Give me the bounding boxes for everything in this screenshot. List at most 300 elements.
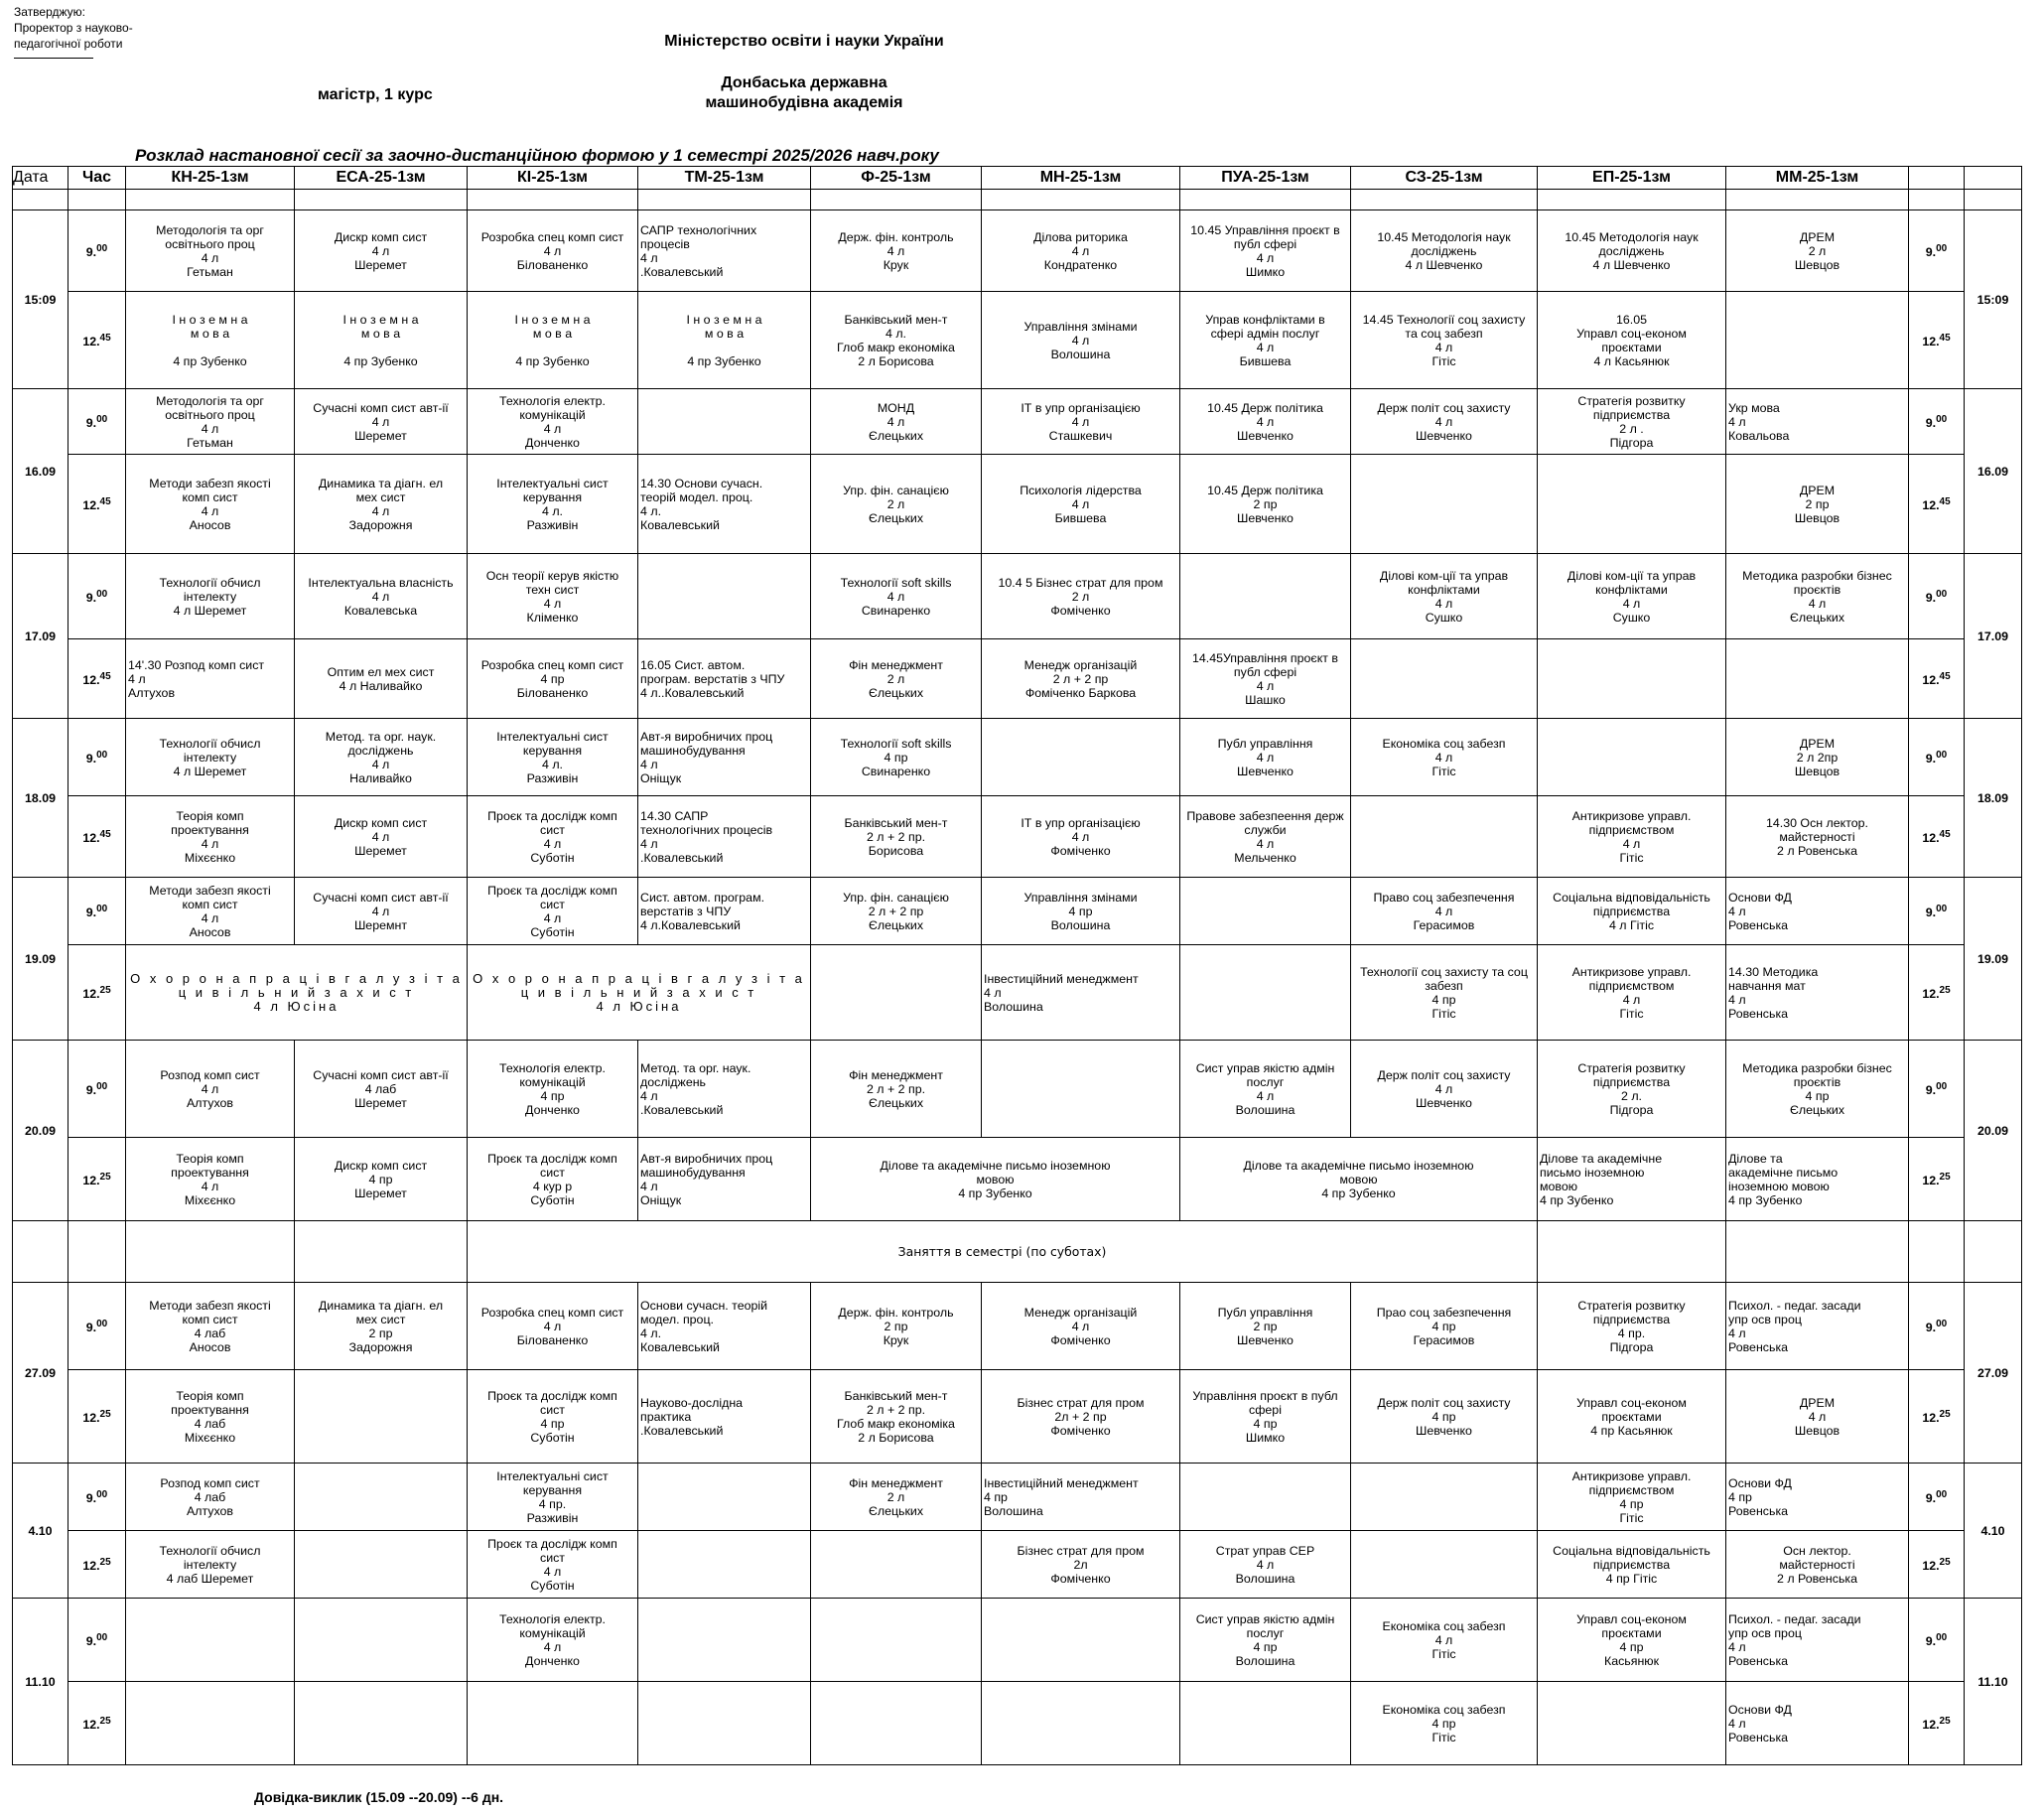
time-minutes: 00 bbox=[1936, 903, 1948, 914]
lesson-cell: 14'.30 Розпод комп сист 4 л Алтухов bbox=[126, 639, 295, 719]
lesson-cell: Упр. фін. санацією 2 л + 2 пр Єлецьких bbox=[811, 878, 982, 945]
schedule-row bbox=[13, 639, 2022, 719]
lesson-cell: Ділове та академічне письмо іноземною мовою 4 пр Зубенко bbox=[1726, 1138, 1909, 1221]
time-minutes: 25 bbox=[99, 1408, 111, 1420]
lesson-cell: 10.45 Методологія наук досліджень 4 л Шевченко bbox=[1351, 210, 1538, 292]
lesson-cell bbox=[811, 1682, 982, 1765]
date-header: Дата bbox=[13, 167, 68, 190]
lesson-cell bbox=[638, 1531, 811, 1599]
lesson-cell: Страт управ СЕР 4 л Волошина bbox=[1180, 1531, 1351, 1599]
group-header: ЕП-25-1зм bbox=[1538, 167, 1726, 190]
time-minutes: 25 bbox=[99, 1556, 111, 1568]
lesson-cell: ДРЕМ 2 л 2пр Шевцов bbox=[1726, 719, 1909, 796]
time-hour: 9. bbox=[1925, 752, 1937, 767]
time-hour: 9. bbox=[85, 1491, 97, 1506]
lesson-cell: Розробка спец комп сист 4 л Білованенко bbox=[468, 210, 638, 292]
time-minutes: 00 bbox=[96, 1318, 108, 1329]
lesson-cell: Метод. та орг. наук. досліджень 4 л .Ковалевський bbox=[638, 1041, 811, 1138]
date-cell: 11.10 bbox=[1965, 1599, 2022, 1765]
lesson-cell: Сучасні комп сист авт-ії 4 лаб Шеремет bbox=[295, 1041, 468, 1138]
blank-cell bbox=[1180, 190, 1351, 210]
lesson-cell: Психол. - педаг. засади упр осв проц 4 л Ровенська bbox=[1726, 1283, 1909, 1370]
lesson-cell: Стратегія розвитку підприємства 2 л. Підгора bbox=[1538, 1041, 1726, 1138]
time-minutes: 00 bbox=[1936, 242, 1948, 254]
time-cell bbox=[68, 1464, 126, 1531]
lesson-cell: Проєк та дослідж комп сист 4 кур р Суботін bbox=[468, 1138, 638, 1221]
lesson-cell: Бізнес страт для пром 2л + 2 пр Фоміченко bbox=[982, 1370, 1180, 1464]
lesson-cell: Основи ФД 4 пр Ровенська bbox=[1726, 1464, 1909, 1531]
time-cell bbox=[1909, 1370, 1965, 1464]
time-minutes: 25 bbox=[1939, 984, 1951, 996]
lesson-cell: ДРЕМ 4 л Шевцов bbox=[1726, 1370, 1909, 1464]
date-cell: 27.09 bbox=[13, 1283, 68, 1464]
time-hour: 9. bbox=[1925, 1634, 1937, 1649]
lesson-cell: Ділова риторика 4 л Кондратенко bbox=[982, 210, 1180, 292]
lesson-cell bbox=[638, 389, 811, 455]
schedule-row bbox=[13, 1464, 2022, 1531]
date-cell: 11.10 bbox=[13, 1599, 68, 1765]
time-hour: 12. bbox=[1922, 1718, 1940, 1733]
group-header: КН-25-1зм bbox=[126, 167, 295, 190]
lesson-cell: 16.05 Управл соц-економ проєктами 4 л Касьянюк bbox=[1538, 292, 1726, 389]
time-cell bbox=[1909, 639, 1965, 719]
lesson-cell: Технології соц захисту та соц забезп 4 пр Гітіс bbox=[1351, 945, 1538, 1041]
lesson-cell: Методологія та орг освітнього проц 4 л Гетьман bbox=[126, 210, 295, 292]
time-cell bbox=[1909, 292, 1965, 389]
time-hour: 12. bbox=[82, 673, 100, 688]
lesson-cell: Сучасні комп сист авт-ії 4 л Шеремнт bbox=[295, 878, 468, 945]
lesson-cell: САПР технологічних процесів 4 л .Ковалевський bbox=[638, 210, 811, 292]
course-label: магістр, 1 курс bbox=[318, 86, 433, 103]
lesson-cell: Психол. - педаг. засади упр осв проц 4 л Ровенська bbox=[1726, 1599, 1909, 1682]
lesson-cell: ДРЕМ 2 л Шевцов bbox=[1726, 210, 1909, 292]
time-cell bbox=[1909, 210, 1965, 292]
lesson-cell: О х о р о н а п р а ц і в г а л у з і т а ц и в і л ь н и й з а х и с т 4 л Юсіна bbox=[126, 945, 468, 1041]
header-row bbox=[13, 167, 2022, 190]
academy-line-2: машинобудівна академія bbox=[705, 94, 903, 111]
lesson-cell bbox=[295, 1464, 468, 1531]
lesson-cell bbox=[638, 554, 811, 639]
time-minutes: 45 bbox=[1939, 670, 1951, 682]
schedule-row bbox=[13, 1370, 2022, 1464]
lesson-cell: Осн теорії керув якістю техн сист 4 л Кліменко bbox=[468, 554, 638, 639]
time-hour: 12. bbox=[1922, 673, 1940, 688]
lesson-cell bbox=[638, 1682, 811, 1765]
time-cell bbox=[68, 292, 126, 389]
academy-name bbox=[0, 73, 1608, 113]
lesson-cell: Ділове та академічне письмо іноземною мовою 4 пр Зубенко bbox=[1180, 1138, 1538, 1221]
lesson-cell: Методи забезп якості комп сист 4 л Аносов bbox=[126, 878, 295, 945]
lesson-cell bbox=[1538, 639, 1726, 719]
schedule-row bbox=[13, 210, 2022, 292]
time-minutes: 25 bbox=[99, 1171, 111, 1183]
lesson-cell bbox=[295, 1531, 468, 1599]
lesson-cell: Стратегія розвитку підприємства 4 пр. Підгора bbox=[1538, 1283, 1726, 1370]
lesson-cell: Держ політ соц захисту 4 л Шевченко bbox=[1351, 1041, 1538, 1138]
date-cell: 27.09 bbox=[1965, 1283, 2022, 1464]
lesson-cell bbox=[295, 1682, 468, 1765]
lesson-cell: Антикризове управл. підприємством 4 пр Гітіс bbox=[1538, 1464, 1726, 1531]
schedule-title: Розклад настановної сесії за заочно-дистанційною формою у 1 семестрі 2025/2026 навч.року bbox=[135, 146, 939, 165]
blank-cell bbox=[1538, 190, 1726, 210]
date-cell: 20.09 bbox=[1965, 1041, 2022, 1221]
lesson-cell: Розпод комп сист 4 лаб Алтухов bbox=[126, 1464, 295, 1531]
time-hour: 12. bbox=[1922, 831, 1940, 846]
lesson-cell: Основи сучасн. теорій модел. проц. 4 л. Ковалевський bbox=[638, 1283, 811, 1370]
lesson-cell: Інвестиційний менеджмент 4 л Волошина bbox=[982, 945, 1180, 1041]
time-cell bbox=[68, 389, 126, 455]
lesson-cell: І н о з е м н а м о в а 4 пр Зубенко bbox=[468, 292, 638, 389]
lesson-cell: Упр. фін. санацією 2 л Єлецьких bbox=[811, 455, 982, 554]
date-cell: 15:09 bbox=[1965, 210, 2022, 389]
time-cell bbox=[1909, 719, 1965, 796]
time-hour: 12. bbox=[1922, 498, 1940, 513]
blank-cell bbox=[295, 190, 468, 210]
time-hour: 9. bbox=[1925, 416, 1937, 431]
date-cell: 17.09 bbox=[1965, 554, 2022, 719]
time-minutes: 25 bbox=[99, 1715, 111, 1727]
group-header: ТМ-25-1зм bbox=[638, 167, 811, 190]
lesson-cell: Фін менеджмент 2 л Єлецьких bbox=[811, 1464, 982, 1531]
lesson-cell: Теорія комп проектування 4 лаб Міхєєнко bbox=[126, 1370, 295, 1464]
time-cell bbox=[1909, 1041, 1965, 1138]
lesson-cell: Сист управ якістю адмін послуг 4 пр Волошина bbox=[1180, 1599, 1351, 1682]
lesson-cell: Держ політ соц захисту 4 пр Шевченко bbox=[1351, 1370, 1538, 1464]
blank-cell bbox=[1965, 1221, 2022, 1283]
lesson-cell bbox=[1180, 1682, 1351, 1765]
lesson-cell: Управл соц-економ проєктами 4 пр Касьянюк bbox=[1538, 1370, 1726, 1464]
date-cell: 17.09 bbox=[13, 554, 68, 719]
lesson-cell bbox=[1351, 796, 1538, 878]
lesson-cell: Держ політ соц захисту 4 л Шевченко bbox=[1351, 389, 1538, 455]
lesson-cell: Держ. фін. контроль 2 пр Крук bbox=[811, 1283, 982, 1370]
time-minutes: 00 bbox=[96, 1488, 108, 1500]
semester-note: Заняття в семестрі (по суботах) bbox=[468, 1221, 1538, 1283]
group-header: ПУА-25-1зм bbox=[1180, 167, 1351, 190]
time-hour: 12. bbox=[1922, 1559, 1940, 1574]
time-cell bbox=[68, 1041, 126, 1138]
lesson-cell: Технології обчисл інтелекту 4 л Шеремет bbox=[126, 554, 295, 639]
time-hour: 9. bbox=[85, 1083, 97, 1098]
lesson-cell: МОНД 4 л Єлецьких bbox=[811, 389, 982, 455]
lesson-cell bbox=[1726, 639, 1909, 719]
time-cell bbox=[1909, 1138, 1965, 1221]
lesson-cell: Проєк та дослідж комп сист 4 л Суботін bbox=[468, 878, 638, 945]
blank-cell bbox=[13, 1221, 68, 1283]
lesson-cell: Публ управління 2 пр Шевченко bbox=[1180, 1283, 1351, 1370]
time-cell bbox=[68, 719, 126, 796]
blank-cell bbox=[126, 190, 295, 210]
date-cell: 15:09 bbox=[13, 210, 68, 389]
time-cell bbox=[1909, 878, 1965, 945]
lesson-cell: Банківський мен-т 2 л + 2 пр. Глоб макр економіка 2 л Борисова bbox=[811, 1370, 982, 1464]
lesson-cell: Сист управ якістю адмін послуг 4 л Волошина bbox=[1180, 1041, 1351, 1138]
lesson-cell: 14.30 Основи сучасн. теорій модел. проц. 4 л. Ковалевський bbox=[638, 455, 811, 554]
blank-cell bbox=[1538, 1221, 1726, 1283]
lesson-cell bbox=[1351, 1531, 1538, 1599]
time-cell bbox=[1909, 1464, 1965, 1531]
schedule-row bbox=[13, 1682, 2022, 1765]
lesson-cell: 10.45 Держ політика 2 пр Шевченко bbox=[1180, 455, 1351, 554]
lesson-cell bbox=[126, 1599, 295, 1682]
time-minutes: 45 bbox=[1939, 495, 1951, 507]
schedule-row bbox=[13, 455, 2022, 554]
blank-cell bbox=[1726, 1221, 1909, 1283]
lesson-cell: Інтелектуальна власність 4 л Ковалевська bbox=[295, 554, 468, 639]
time-minutes: 00 bbox=[96, 1080, 108, 1092]
time-minutes: 00 bbox=[1936, 1318, 1948, 1329]
lesson-cell bbox=[982, 719, 1180, 796]
lesson-cell: І н о з е м н а м о в а 4 пр Зубенко bbox=[638, 292, 811, 389]
lesson-cell: Ділове та академічне письмо іноземною мовою 4 пр Зубенко bbox=[1538, 1138, 1726, 1221]
footer-note: Довідка-виклик (15.09 --20.09) --6 дн. bbox=[254, 1789, 504, 1805]
time-minutes: 00 bbox=[96, 903, 108, 914]
lesson-cell: 10.4 5 Бізнес страт для пром 2 л Фоміченко bbox=[982, 554, 1180, 639]
time-hour: 12. bbox=[1922, 335, 1940, 349]
lesson-cell: Методи забезп якості комп сист 4 лаб Аносов bbox=[126, 1283, 295, 1370]
lesson-cell: 14.45 Технології соц захисту та соц забезп 4 л Гітіс bbox=[1351, 292, 1538, 389]
lesson-cell: Економіка соц забезп 4 л Гітіс bbox=[1351, 1599, 1538, 1682]
time-cell bbox=[68, 1531, 126, 1599]
blank-cell bbox=[68, 190, 126, 210]
lesson-cell: 10.45 Методологія наук досліджень 4 л Шевченко bbox=[1538, 210, 1726, 292]
blank-cell bbox=[126, 1221, 295, 1283]
date-cell: 19.09 bbox=[13, 878, 68, 1041]
lesson-cell bbox=[811, 1599, 982, 1682]
time-minutes: 00 bbox=[1936, 588, 1948, 600]
lesson-cell: Фін менеджмент 2 л Єлецьких bbox=[811, 639, 982, 719]
time-cell bbox=[68, 796, 126, 878]
lesson-cell: Управл соц-економ проєктами 4 пр Касьянюк bbox=[1538, 1599, 1726, 1682]
schedule-row bbox=[13, 1041, 2022, 1138]
time-hour: 12. bbox=[1922, 1411, 1940, 1426]
lesson-cell: Проєк та дослідж комп сист 4 л Суботін bbox=[468, 1531, 638, 1599]
lesson-cell bbox=[1538, 1682, 1726, 1765]
time-hour: 9. bbox=[1925, 1321, 1937, 1335]
lesson-cell: Сист. автом. програм. верстатів з ЧПУ 4 л.Ковалевський bbox=[638, 878, 811, 945]
time-hour: 9. bbox=[1925, 1083, 1937, 1098]
schedule-row bbox=[13, 1283, 2022, 1370]
lesson-cell: 16.05 Сист. автом. програм. верстатів з ЧПУ 4 л..Ковалевський bbox=[638, 639, 811, 719]
lesson-cell: Соціальна відповідальність підприємства 4 л Гітіс bbox=[1538, 878, 1726, 945]
time-minutes: 45 bbox=[1939, 332, 1951, 344]
lesson-cell: Метод. та орг. наук. досліджень 4 л Наливайко bbox=[295, 719, 468, 796]
time-minutes: 45 bbox=[99, 828, 111, 840]
lesson-cell: Технологія електр. комунікацій 4 л Донченко bbox=[468, 389, 638, 455]
lesson-cell: Розпод комп сист 4 л Алтухов bbox=[126, 1041, 295, 1138]
time-cell bbox=[68, 455, 126, 554]
time-hour: 12. bbox=[82, 1559, 100, 1574]
schedule-row bbox=[13, 554, 2022, 639]
blank-cell bbox=[982, 190, 1180, 210]
lesson-cell: Технології обчисл інтелекту 4 л Шеремет bbox=[126, 719, 295, 796]
time-hour: 12. bbox=[1922, 987, 1940, 1002]
schedule-row bbox=[13, 1531, 2022, 1599]
lesson-cell: Антикризове управл. підприємством 4 л Гітіс bbox=[1538, 945, 1726, 1041]
blank-cell bbox=[1726, 190, 1909, 210]
lesson-cell: Динамика та діагн. ел мех сист 2 пр Задорожня bbox=[295, 1283, 468, 1370]
lesson-cell: Прао соц забезпечення 4 пр Герасимов bbox=[1351, 1283, 1538, 1370]
lesson-cell bbox=[982, 1682, 1180, 1765]
lesson-cell: 14.30 Методика навчання мат 4 л Ровенська bbox=[1726, 945, 1909, 1041]
time-cell bbox=[1909, 455, 1965, 554]
time-hour: 9. bbox=[85, 1634, 97, 1649]
semester-note-row bbox=[13, 1221, 2022, 1283]
time-cell bbox=[68, 554, 126, 639]
time-minutes: 00 bbox=[1936, 1488, 1948, 1500]
lesson-cell: Теорія комп проектування 4 л Міхєєнко bbox=[126, 1138, 295, 1221]
time-cell bbox=[68, 945, 126, 1041]
time-cell bbox=[68, 1138, 126, 1221]
time-header-right bbox=[1909, 167, 1965, 190]
date-cell: 20.09 bbox=[13, 1041, 68, 1221]
lesson-cell bbox=[1180, 1464, 1351, 1531]
approval-line-3: педагогічної роботи bbox=[14, 37, 123, 51]
lesson-cell bbox=[811, 945, 982, 1041]
schedule-row bbox=[13, 389, 2022, 455]
time-hour: 12. bbox=[1922, 1174, 1940, 1188]
schedule-row bbox=[13, 292, 2022, 389]
time-hour: 9. bbox=[1925, 1491, 1937, 1506]
lesson-cell: Методика разробки бізнес проєктів 4 л Єлецьких bbox=[1726, 554, 1909, 639]
blank-cell bbox=[68, 1221, 126, 1283]
lesson-cell bbox=[1351, 1464, 1538, 1531]
lesson-cell: Антикризове управл. підприємством 4 л Гітіс bbox=[1538, 796, 1726, 878]
lesson-cell: 14.45Управління проєкт в публ сфері 4 л Шашко bbox=[1180, 639, 1351, 719]
time-hour: 12. bbox=[82, 1174, 100, 1188]
time-minutes: 00 bbox=[1936, 749, 1948, 761]
date-cell: 16.09 bbox=[13, 389, 68, 554]
time-hour: 9. bbox=[85, 591, 97, 606]
lesson-cell: Банківський мен-т 2 л + 2 пр. Борисова bbox=[811, 796, 982, 878]
blank-row bbox=[13, 190, 2022, 210]
lesson-cell: Методологія та орг освітнього проц 4 л Гетьман bbox=[126, 389, 295, 455]
time-hour: 9. bbox=[1925, 591, 1937, 606]
time-hour: 9. bbox=[85, 906, 97, 920]
lesson-cell: Методи забезп якості комп сист 4 л Аносов bbox=[126, 455, 295, 554]
group-header: МН-25-1зм bbox=[982, 167, 1180, 190]
lesson-cell: ДРЕМ 2 пр Шевцов bbox=[1726, 455, 1909, 554]
lesson-cell: Дискр комп сист 4 л Шеремет bbox=[295, 796, 468, 878]
lesson-cell: Фін менеджмент 2 л + 2 пр. Єлецьких bbox=[811, 1041, 982, 1138]
time-minutes: 00 bbox=[96, 242, 108, 254]
schedule-row bbox=[13, 719, 2022, 796]
lesson-cell bbox=[982, 1041, 1180, 1138]
lesson-cell: Науково-дослідна практика .Ковалевський bbox=[638, 1370, 811, 1464]
lesson-cell: Основи ФД 4 л Ровенська bbox=[1726, 878, 1909, 945]
date-header-right bbox=[1965, 167, 2022, 190]
lesson-cell: Бізнес страт для пром 2л Фоміченко bbox=[982, 1531, 1180, 1599]
time-hour: 9. bbox=[1925, 906, 1937, 920]
time-hour: 9. bbox=[85, 416, 97, 431]
lesson-cell: Технологія електр. комунікацій 4 пр Донченко bbox=[468, 1041, 638, 1138]
time-minutes: 00 bbox=[96, 749, 108, 761]
time-hour: 12. bbox=[82, 831, 100, 846]
lesson-cell: Інтелектуальні сист керування 4 л. Разживін bbox=[468, 455, 638, 554]
time-hour: 9. bbox=[85, 245, 97, 260]
group-header: СЗ-25-1зм bbox=[1351, 167, 1538, 190]
schedule-row bbox=[13, 878, 2022, 945]
schedule-row bbox=[13, 796, 2022, 878]
approval-line-2: Проректор з науково- bbox=[14, 21, 133, 35]
time-cell bbox=[68, 1283, 126, 1370]
lesson-cell: Основи ФД 4 л Ровенська bbox=[1726, 1682, 1909, 1765]
time-cell bbox=[68, 639, 126, 719]
time-cell bbox=[1909, 1682, 1965, 1765]
ministry-title: Міністерство освіти і науки України bbox=[664, 33, 944, 50]
time-cell bbox=[1909, 554, 1965, 639]
lesson-cell: Оптим ел мех сист 4 л Наливайко bbox=[295, 639, 468, 719]
lesson-cell bbox=[1351, 639, 1538, 719]
lesson-cell: ІТ в упр організацією 4 л Фоміченко bbox=[982, 796, 1180, 878]
time-hour: 12. bbox=[82, 498, 100, 513]
time-minutes: 45 bbox=[99, 495, 111, 507]
time-cell bbox=[68, 210, 126, 292]
lesson-cell: Проєк та дослідж комп сист 4 л Суботін bbox=[468, 796, 638, 878]
blank-cell bbox=[1909, 1221, 1965, 1283]
lesson-cell: І н о з е м н а м о в а 4 пр Зубенко bbox=[295, 292, 468, 389]
time-minutes: 00 bbox=[96, 413, 108, 425]
lesson-cell bbox=[1538, 455, 1726, 554]
time-cell bbox=[1909, 1531, 1965, 1599]
lesson-cell: Методика разробки бізнес проєктів 4 пр Єлецьких bbox=[1726, 1041, 1909, 1138]
group-header: КІ-25-1зм bbox=[468, 167, 638, 190]
lesson-cell bbox=[982, 1599, 1180, 1682]
time-cell bbox=[1909, 389, 1965, 455]
time-hour: 12. bbox=[82, 987, 100, 1002]
lesson-cell: Стратегія розвитку підприємства 2 л . Підгора bbox=[1538, 389, 1726, 455]
lesson-cell bbox=[1726, 292, 1909, 389]
schedule-row bbox=[13, 1599, 2022, 1682]
lesson-cell: Динамика та діагн. ел мех сист 4 л Задорожня bbox=[295, 455, 468, 554]
time-minutes: 00 bbox=[1936, 1631, 1948, 1643]
lesson-cell: Психологія лідерства 4 л Бившева bbox=[982, 455, 1180, 554]
time-cell bbox=[1909, 945, 1965, 1041]
lesson-cell: 10.45 Держ політика 4 л Шевченко bbox=[1180, 389, 1351, 455]
lesson-cell: Право соц забезпечення 4 л Герасимов bbox=[1351, 878, 1538, 945]
time-minutes: 00 bbox=[96, 588, 108, 600]
time-cell bbox=[1909, 796, 1965, 878]
time-cell bbox=[68, 1599, 126, 1682]
lesson-cell: Інтелектуальні сист керування 4 л. Разживін bbox=[468, 719, 638, 796]
lesson-cell: Дискр комп сист 4 л Шеремет bbox=[295, 210, 468, 292]
time-cell bbox=[68, 1370, 126, 1464]
lesson-cell: Сучасні комп сист авт-ії 4 л Шеремет bbox=[295, 389, 468, 455]
time-hour: 12. bbox=[82, 1411, 100, 1426]
lesson-cell: Правове забезпеення держ служби 4 л Мельченко bbox=[1180, 796, 1351, 878]
lesson-cell: Ділові ком-ції та управ конфліктами 4 л Сушко bbox=[1351, 554, 1538, 639]
group-header: ЕСА-25-1зм bbox=[295, 167, 468, 190]
time-hour: 9. bbox=[85, 752, 97, 767]
lesson-cell: Управління проєкт в публ сфері 4 пр Шимко bbox=[1180, 1370, 1351, 1464]
blank-cell bbox=[295, 1221, 468, 1283]
lesson-cell bbox=[126, 1682, 295, 1765]
time-hour: 9. bbox=[1925, 245, 1937, 260]
lesson-cell: Банківський мен-т 4 л. Глоб макр економіка 2 л Борисова bbox=[811, 292, 982, 389]
date-cell: 4.10 bbox=[1965, 1464, 2022, 1599]
lesson-cell: Технології обчисл інтелекту 4 лаб Шеремет bbox=[126, 1531, 295, 1599]
lesson-cell bbox=[295, 1370, 468, 1464]
lesson-cell: Авт-я виробничих проц машинобудування 4 л Оніщук bbox=[638, 719, 811, 796]
time-minutes: 25 bbox=[1939, 1171, 1951, 1183]
lesson-cell: О х о р о н а п р а ц і в г а л у з і т а ц и в і л ь н и й з а х и с т 4 л Юсіна bbox=[468, 945, 811, 1041]
lesson-cell: Авт-я виробничих проц машинобудування 4 л Оніщук bbox=[638, 1138, 811, 1221]
time-minutes: 25 bbox=[1939, 1408, 1951, 1420]
lesson-cell: 10.45 Управління проєкт в публ сфері 4 л Шимко bbox=[1180, 210, 1351, 292]
group-header: Ф-25-1зм bbox=[811, 167, 982, 190]
lesson-cell bbox=[1180, 554, 1351, 639]
time-cell bbox=[68, 878, 126, 945]
